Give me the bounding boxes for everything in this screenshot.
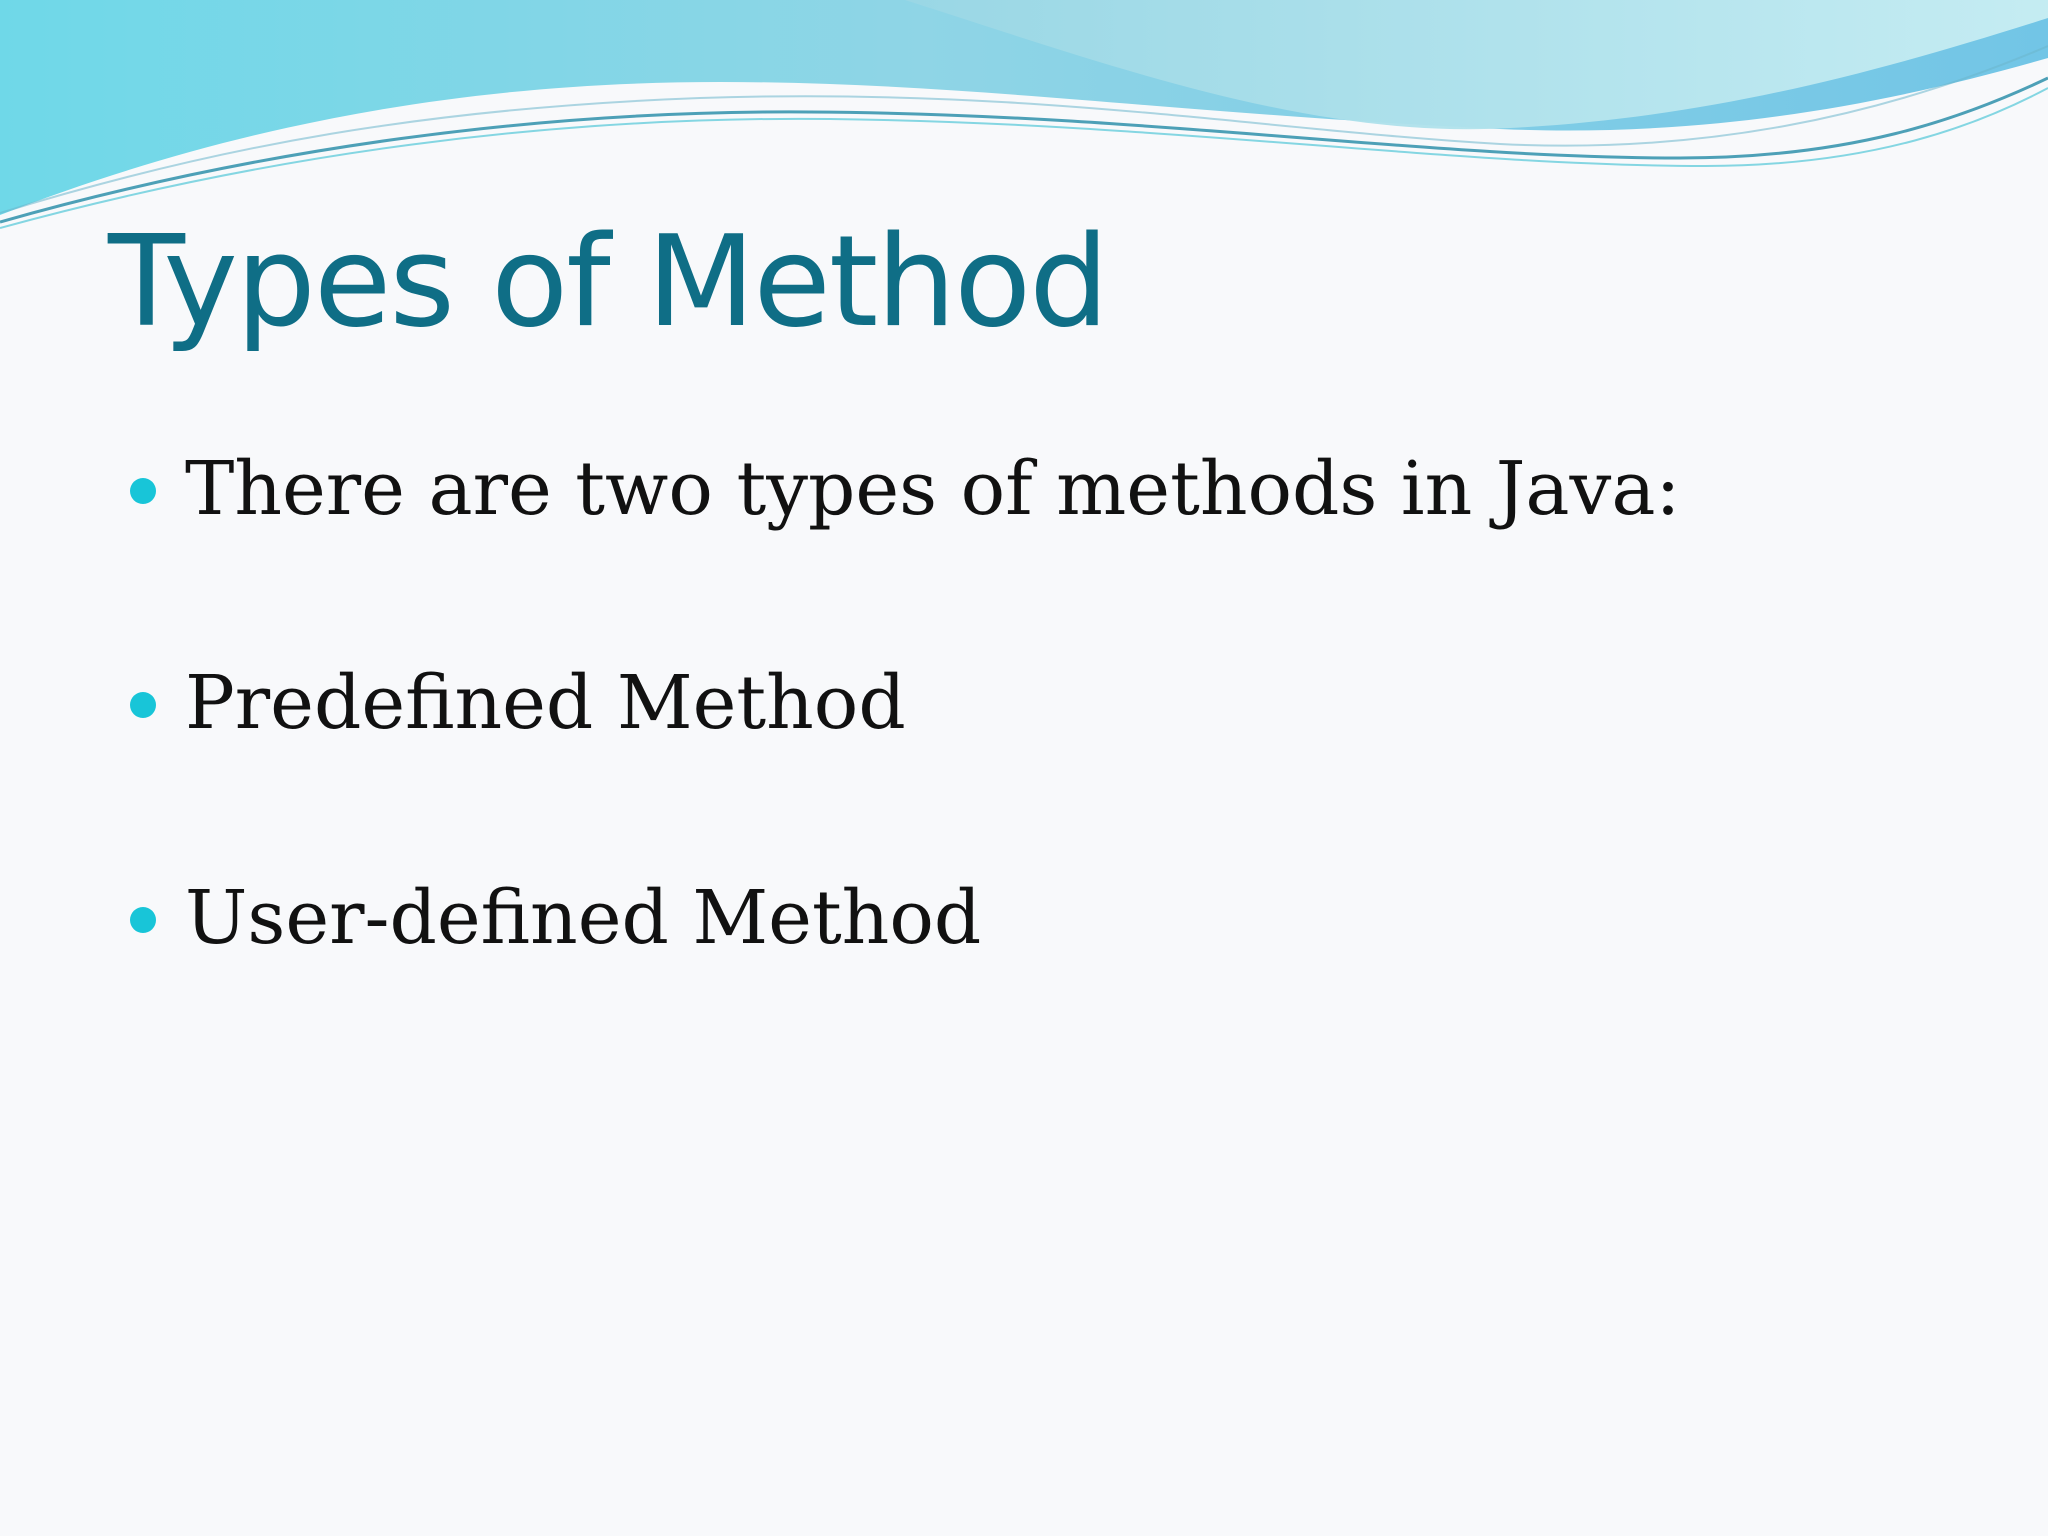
bullet-dot-icon bbox=[130, 478, 156, 504]
bullet-item-user-defined-method bbox=[185, 875, 982, 961]
bullet-dot-icon bbox=[130, 907, 156, 933]
bullet-text: User-defined Method bbox=[185, 875, 982, 961]
bullet-text: Predefined Method bbox=[185, 660, 906, 746]
bullet-item-predefined-method bbox=[185, 660, 906, 746]
bullet-text: There are two types of methods in Java: bbox=[185, 446, 1681, 532]
bullet-dot-icon bbox=[130, 692, 156, 718]
bullet-item-java-method-types bbox=[185, 446, 1681, 532]
slide-title: Types of Method bbox=[108, 208, 1108, 355]
